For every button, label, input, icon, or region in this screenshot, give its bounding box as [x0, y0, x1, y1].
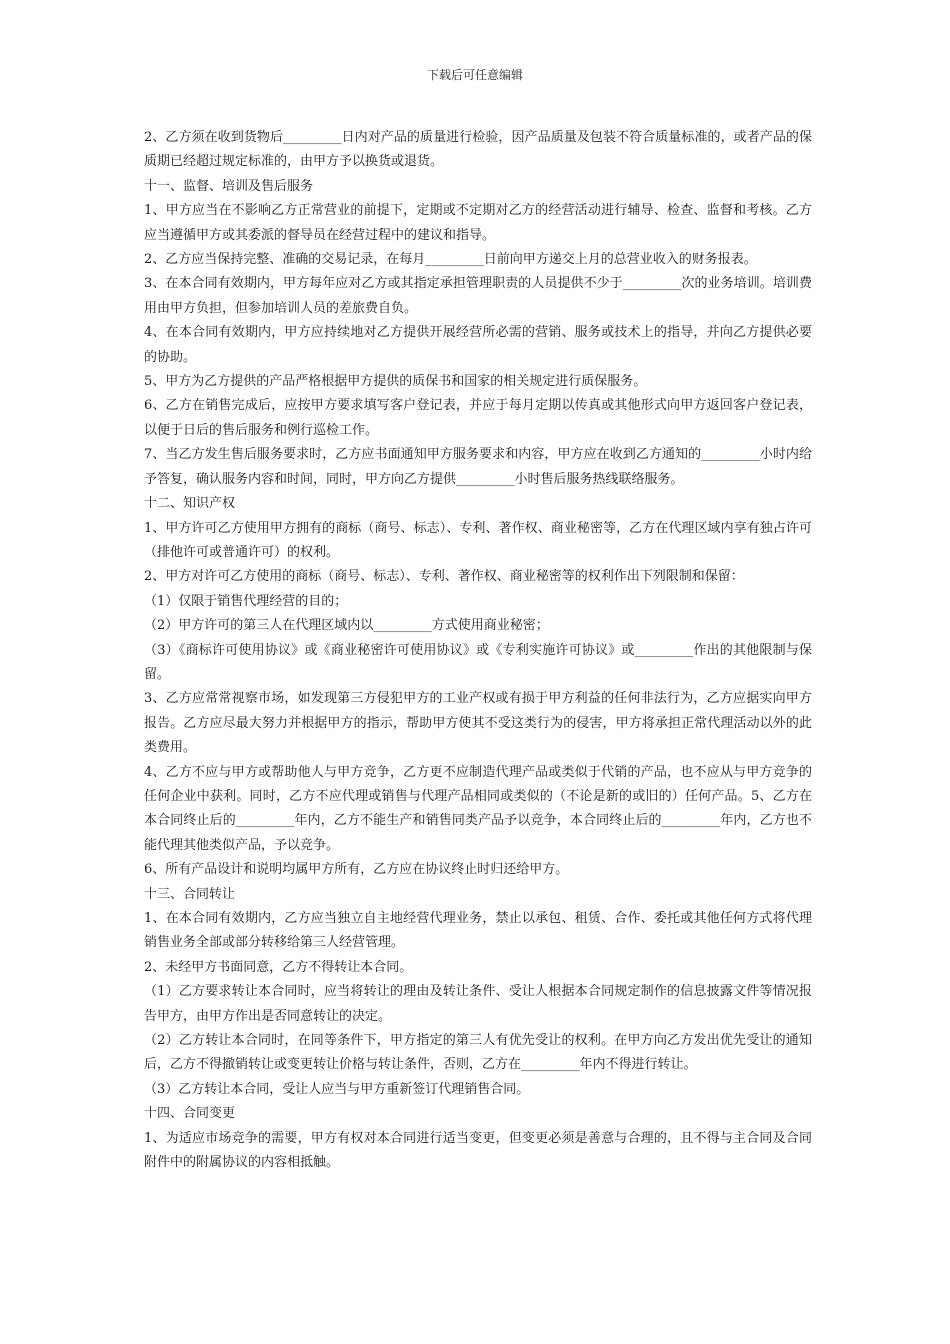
clause-paragraph: 4、乙方不应与甲方或帮助他人与甲方竞争，乙方更不应制造代理产品或类似于代销的产品，也不应从与甲方竞争的任何企业中获利。同时，乙方不应代理或销售与代理产品相同或类似的（不论是新的或旧的）任何产品。5、乙方在本合同终止后的_________年内，乙方不能生产和销售同类产品予以竞争，本合同终止后的_________年内，乙方也不能代理其他类似产品，予以竞争。: [144, 764, 812, 853]
clause-paragraph: 2、乙方须在收到货物后_________日内对产品的质量进行检验，因产品质量及包装不符合质量标准的，或者产品的保质期已经超过规定标准的，由甲方予以换货或退货。: [144, 130, 812, 170]
clause-paragraph: 7、当乙方发生售后服务要求时，乙方应书面通知甲方服务要求和内容，甲方应在收到乙方通知的_________小时内给予答复，确认服务内容和时间，同时，甲方向乙方提供_________小时售后服务热线联络服务。: [144, 447, 812, 487]
clause-paragraph: 1、甲方许可乙方使用甲方拥有的商标（商号、标志）、专利、著作权、商业秘密等，乙方在代理区域内享有独占许可（排他许可或普通许可）的权利。: [144, 520, 812, 560]
clause-paragraph: 2、未经甲方书面同意，乙方不得转让本合同。: [144, 959, 413, 975]
clause-paragraph: 1、甲方应当在不影响乙方正常营业的前提下，定期或不定期对乙方的经营活动进行辅导、检查、监督和考核。乙方应当遵循甲方或其委派的督导员在经营过程中的建议和指导。: [144, 203, 812, 243]
page-header: 下载后可任意编辑: [426, 68, 523, 82]
clause-paragraph: 1、为适应市场竞争的需要，甲方有权对本合同进行适当变更，但变更必须是善意与合理的，且不得与主合同及合同附件中的附属协议的内容相抵触。: [144, 1130, 812, 1171]
clause-paragraph: 3、在本合同有效期内，甲方每年应对乙方或其指定承担管理职责的人员提供不少于_________次的业务培训。培训费用由甲方负担，但参加培训人员的差旅费自负。: [144, 276, 812, 316]
sub-clause-paragraph: （1）仅限于销售代理经营的目的；: [144, 593, 348, 609]
sub-clause-paragraph: （1）乙方要求转让本合同时，应当将转让的理由及转让条件、受让人根据本合同规定制作的信息披露文件等情况报告甲方，由甲方作出是否同意转让的决定。: [144, 984, 812, 1024]
sub-clause-paragraph: （2）甲方许可的第三人在代理区域内以_________方式使用商业秘密；: [144, 618, 549, 634]
sub-clause-paragraph: （2）乙方转让本合同时，在同等条件下，甲方指定的第三人有优先受让的权利。在甲方向乙方发出优先受让的通知后，乙方不得撤销转让或变更转让价格与转让条件，否则，乙方在_________年内不得进行转让。: [144, 1033, 812, 1073]
clause-paragraph: 2、甲方对许可乙方使用的商标（商号、标志）、专利、著作权、商业秘密等的权利作出下列限制和保留：: [144, 569, 744, 585]
clause-paragraph: 6、所有产品设计和说明均属甲方所有，乙方应在协议终止时归还给甲方。: [144, 862, 569, 878]
sub-clause-paragraph: （3）《商标许可使用协议》或《商业秘密许可使用协议》或《专利实施许可协议》或_________作出的其他限制与保留。: [144, 642, 812, 682]
section-heading: 十二、知识产权: [144, 496, 236, 512]
section-heading: 十一、监督、培训及售后服务: [144, 178, 314, 194]
document-body: [144, 126, 812, 1175]
section-heading: 十四、合同变更: [144, 1106, 236, 1122]
section-heading: 十三、合同转让: [144, 886, 236, 902]
clause-paragraph: 2、乙方应当保持完整、准确的交易记录，在每月_________日前向甲方递交上月的总营业收入的财务报表。: [144, 252, 757, 268]
sub-clause-paragraph: （3）乙方转让本合同，受让人应当与甲方重新签订代理销售合同。: [144, 1081, 530, 1097]
clause-paragraph: 4、在本合同有效期内，甲方应持续地对乙方提供开展经营所必需的营销、服务或技术上的指导，并向乙方提供必要的协助。: [144, 325, 812, 365]
clause-paragraph: 5、甲方为乙方提供的产品严格根据甲方提供的质保书和国家的相关规定进行质保服务。: [144, 374, 647, 390]
clause-paragraph: 6、乙方在销售完成后，应按甲方要求填写客户登记表，并应于每月定期以传真或其他形式向甲方返回客户登记表，以便于日后的售后服务和例行巡检工作。: [144, 398, 812, 438]
clause-paragraph: 1、在本合同有效期内，乙方应当独立自主地经营代理业务，禁止以承包、租赁、合作、委托或其他任何方式将代理销售业务全部或部分转移给第三人经营管理。: [144, 911, 812, 951]
clause-paragraph: 3、乙方应常常视察市场，如发现第三方侵犯甲方的工业产权或有损于甲方利益的任何非法行为，乙方应据实向甲方报告。乙方应尽最大努力并根据甲方的指示，帮助甲方使其不受这类行为的侵害，甲方将承担正常代理活动以外的此类费用。: [144, 691, 812, 756]
